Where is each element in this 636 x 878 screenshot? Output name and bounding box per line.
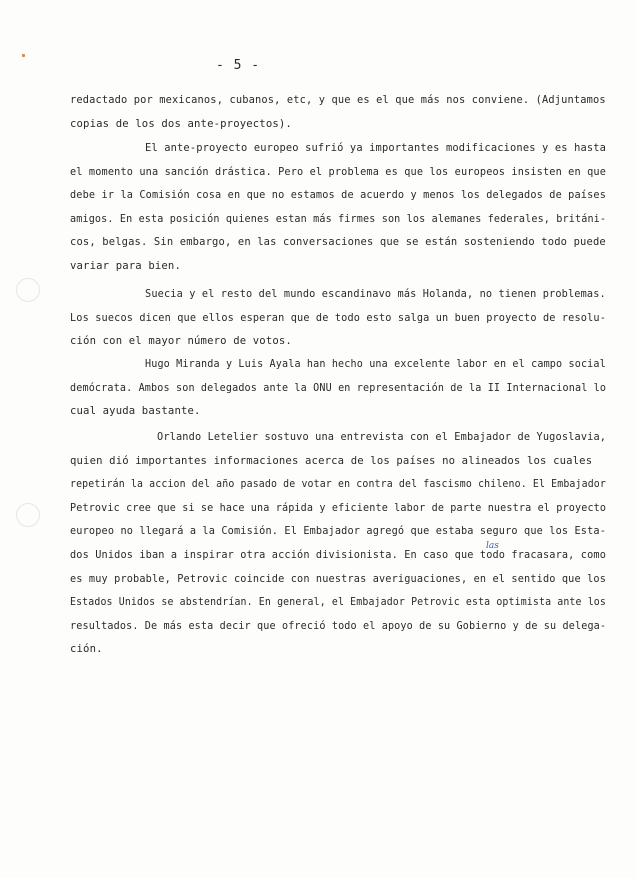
text-line: Petrovic cree que si se hace una rápida y eficiente labor de parte nuestra el proyecto bbox=[70, 501, 607, 514]
text-line: amigos. En esta posición quienes estan más firmes son los alemanes federales, británi- bbox=[70, 212, 607, 225]
text-line: dos Unidos iban a inspirar otra acción divisionista. En caso que todo fracasara, como bbox=[70, 549, 607, 561]
text-line: cual ayuda bastante. bbox=[70, 405, 201, 418]
punch-hole-mark bbox=[16, 278, 40, 302]
text-line: debe ir la Comisión cosa en que no estamos de acuerdo y menos los delegados de países bbox=[70, 189, 607, 202]
text-line: ción con el mayor número de votos. bbox=[70, 335, 292, 348]
text-line: Suecia y el resto del mundo escandinavo más Holanda, no tienen problemas. bbox=[145, 288, 606, 300]
text-line: variar para bien. bbox=[70, 260, 181, 272]
text-line: ción. bbox=[70, 643, 103, 656]
page-number: - 5 - bbox=[216, 58, 261, 73]
text-line: Hugo Miranda y Luis Ayala han hecho una excelente labor en el campo social bbox=[145, 358, 606, 370]
punch-hole-mark bbox=[16, 503, 40, 527]
text-line: repetirán la accion del año pasado de votar en contra del fascismo chileno. El Embajador bbox=[70, 478, 606, 491]
text-line: redactado por mexicanos, cubanos, etc, y que es el que más nos conviene. (Adjuntamos bbox=[70, 94, 606, 106]
paper-speck bbox=[22, 54, 25, 57]
text-line: Orlando Letelier sostuvo una entrevista con el Embajador de Yugoslavia, bbox=[157, 431, 607, 443]
text-line: demócrata. Ambos son delegados ante la ONU en representación de la II Internacional lo bbox=[70, 381, 607, 394]
text-line: resultados. De más esta decir que ofreció todo el apoyo de su Gobierno y de su delega- bbox=[70, 619, 607, 632]
text-line: quien dió importantes informaciones acerca de los países no alineados los cuales bbox=[70, 454, 593, 467]
text-line: europeo no llegará a la Comisión. El Embajador agregó que estaba seguro que los Esta- bbox=[70, 525, 607, 538]
text-line: Estados Unidos se abstendrían. En general, el Embajador Petrovic esta optimista ante los bbox=[70, 596, 606, 609]
text-line: es muy probable, Petrovic coincide con nuestras averiguaciones, en el sentido que los bbox=[70, 572, 607, 585]
text-line: Los suecos dicen que ellos esperan que de todo esto salga un buen proyecto de resolu- bbox=[70, 311, 607, 324]
text-line: cos, belgas. Sin embargo, en las conversaciones que se están sosteniendo todo puede bbox=[70, 236, 606, 249]
text-line: El ante-proyecto europeo sufrió ya importantes modificaciones y es hasta bbox=[145, 142, 607, 154]
handwritten-insertion: las bbox=[486, 541, 499, 551]
text-line: el momento una sanción drástica. Pero el problema es que los europeos insisten en que bbox=[70, 165, 607, 178]
text-line: copias de los dos ante-proyectos). bbox=[70, 117, 292, 130]
